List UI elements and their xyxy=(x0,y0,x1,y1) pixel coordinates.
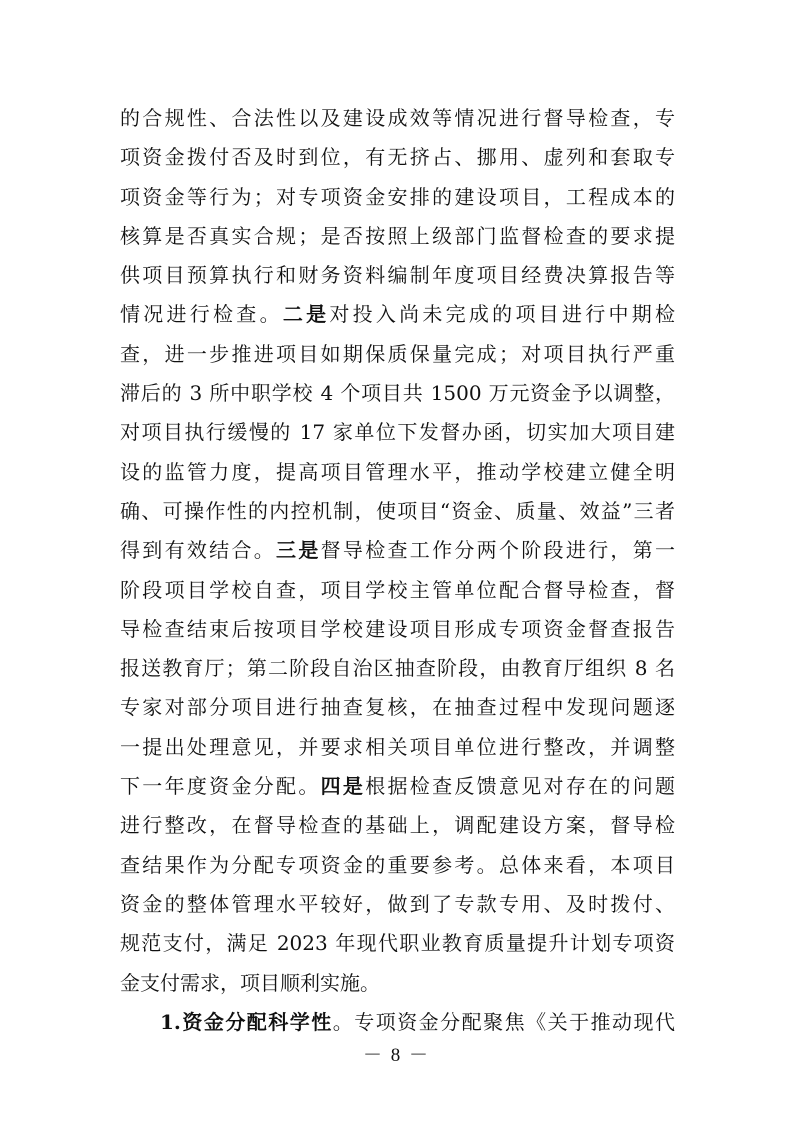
text-segment: 设的监管力度，提高项目管理水平，推动学校建立健全明 xyxy=(120,459,675,484)
text-segment: 的合规性、合法性以及建设成效等情况进行督导检查，专 xyxy=(120,106,675,130)
page-number: － 8 － xyxy=(362,1045,430,1066)
text-segment: 查结果作为分配专项资金的重要参考。总体来看，本项目 xyxy=(120,852,675,877)
text-line xyxy=(120,649,675,688)
bold-text-segment: 四是 xyxy=(320,774,366,799)
text-segment: 督导检查工作分两个阶段进行，第一 xyxy=(320,538,675,563)
text-segment: 根据检查反馈意见对存在的问题 xyxy=(365,774,675,799)
text-line xyxy=(120,295,675,334)
text-line xyxy=(120,374,675,413)
text-segment: 项资金拨付否及时到位，有无挤占、挪用、虚列和套取专 xyxy=(120,145,675,170)
text-segment: 查，进一步推进项目如期保质保量完成；对项目执行严重 xyxy=(120,341,675,366)
text-segment: 规范支付，满足 2023 年现代职业教育质量提升计划专项资 xyxy=(120,931,675,956)
text-line xyxy=(120,413,675,452)
text-line xyxy=(120,688,675,727)
text-line xyxy=(120,178,675,217)
text-segment: 报送教育厅；第二阶段自治区抽查阶段，由教育厅组织 8 名 xyxy=(120,656,675,681)
text-segment: 金支付需求，项目顺利实施。 xyxy=(120,970,380,995)
text-segment: 项资金等行为；对专项资金安排的建设项目，工程成本的 xyxy=(120,184,675,209)
bold-text-segment: 1.资金分配科学性 xyxy=(160,1009,333,1034)
text-segment: 情况进行检查。 xyxy=(120,302,283,327)
text-segment: 导检查结束后按项目学校建设项目形成专项资金督查报告 xyxy=(120,616,675,641)
text-segment: 。专项资金分配聚焦《关于推动现代 xyxy=(332,1009,675,1034)
text-segment: 得到有效结合。 xyxy=(120,538,277,563)
text-line xyxy=(120,610,675,649)
text-line xyxy=(120,217,675,256)
text-line xyxy=(120,138,675,177)
text-line xyxy=(120,924,675,963)
text-line xyxy=(120,256,675,295)
text-line xyxy=(120,492,675,531)
text-line xyxy=(120,767,675,806)
text-segment: 进行整改，在督导检查的基础上，调配建设方案，督导检 xyxy=(120,813,675,838)
bold-text-segment: 三是 xyxy=(276,538,321,563)
text-line xyxy=(120,531,675,570)
text-line xyxy=(120,885,675,924)
body-text xyxy=(120,99,675,1042)
text-segment: 供项目预算执行和财务资料编制年度项目经费决算报告等 xyxy=(120,263,675,288)
text-segment: 阶段项目学校自查，项目学校主管单位配合督导检查，督 xyxy=(120,577,675,602)
text-line xyxy=(120,571,675,610)
text-line xyxy=(120,806,675,845)
text-segment: 下一年度资金分配。 xyxy=(120,774,321,799)
text-line xyxy=(120,335,675,374)
text-line xyxy=(120,964,675,1003)
text-segment: 对投入尚未完成的项目进行中期检 xyxy=(329,302,675,327)
text-line xyxy=(120,99,675,138)
bold-text-segment: 二是 xyxy=(282,302,330,327)
text-segment: 资金的整体管理水平较好，做到了专款专用、及时拨付、 xyxy=(120,891,675,916)
text-segment: 一提出处理意见，并要求相关项目单位进行整改，并调整 xyxy=(120,734,675,759)
text-line xyxy=(120,1003,675,1042)
text-segment: 滞后的 3 所中职学校 4 个项目共 1500 万元资金予以调整， xyxy=(120,381,675,406)
text-segment: 核算是否真实合规；是否按照上级部门监督检查的要求提 xyxy=(120,223,675,248)
text-line xyxy=(120,846,675,885)
text-segment: 确、可操作性的内控机制，使项目“资金、质量、效益”三者 xyxy=(120,498,675,523)
text-segment: 对项目执行缓慢的 17 家单位下发督办函，切实加大项目建 xyxy=(120,420,675,445)
text-segment: 专家对部分项目进行抽查复核，在抽查过程中发现问题逐 xyxy=(120,695,675,720)
text-line xyxy=(120,728,675,767)
text-line xyxy=(120,453,675,492)
